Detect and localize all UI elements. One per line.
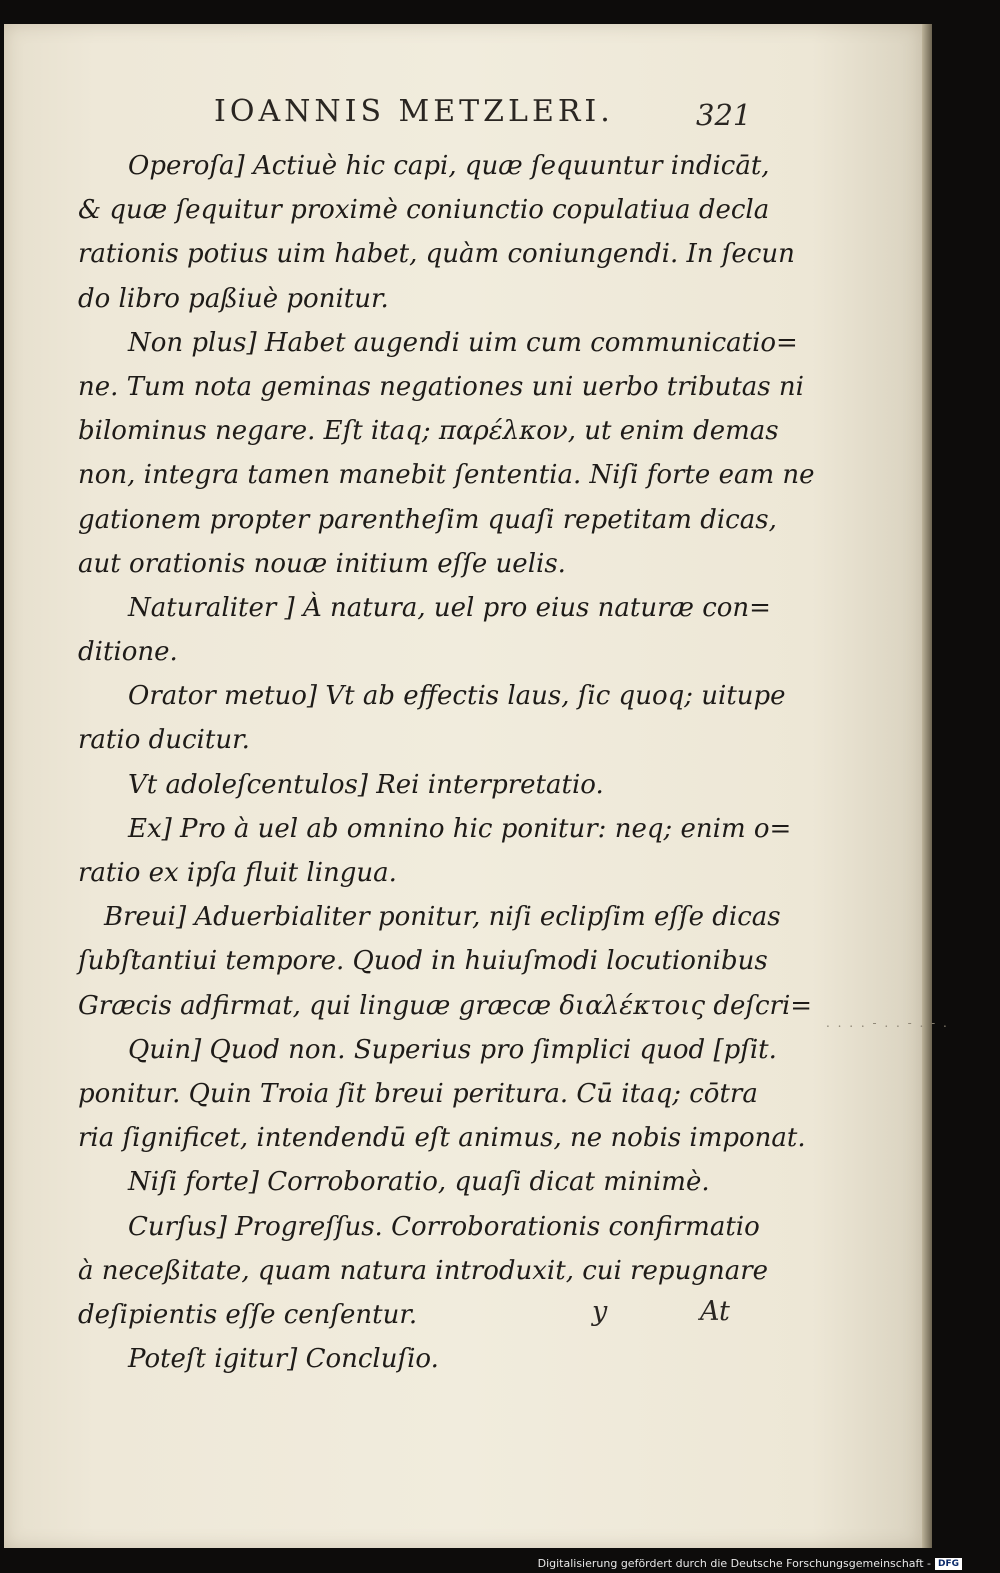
text-line: Orator metuo] Vt ab effectis laus, ſic quoq; uitupe	[128, 681, 786, 712]
text-line: Breui] Aduerbialiter ponitur, niſi eclipſim eſſe dicas	[104, 902, 781, 933]
text-line: à neceßitate, quam natura introduxit, cui repugnare	[78, 1255, 769, 1286]
text-line: rationis potius uim habet, quàm coniungendi. In ſecun	[78, 239, 795, 270]
text-line: bilominus negare. Eſt itaq; παρέλκον, ut enim demas	[78, 416, 779, 447]
margin-marks: . . . . - . . - . - .	[826, 1016, 949, 1030]
running-head: IOANNIS METZLERI.	[214, 94, 614, 129]
credit-text: Digitalisierung gefördert durch die Deutsche Forschungsgemeinschaft -	[537, 1557, 931, 1570]
text-line: Operoſa] Actiuè hic capi, quæ ſequuntur indicāt,	[128, 151, 770, 181]
text-line: ratio ducitur.	[78, 725, 250, 756]
text-line: Græcis adfirmat, qui linguæ græcæ διαλέκτοις deſcri=	[78, 990, 813, 1021]
text-line: ditione.	[78, 637, 178, 668]
catchword: At	[700, 1296, 730, 1327]
text-line: ne. Tum nota geminas negationes uni uerbo tributas ni	[78, 371, 804, 402]
text-line: deſipientis eſſe cenſentur.	[78, 1299, 418, 1330]
text-line: Poteſt igitur] Concluſio.	[128, 1344, 439, 1375]
text-line: gationem propter parentheſim quaſi repetitam dicas,	[78, 504, 777, 535]
text-line: Niſi forte] Corroboratio, quaſi dicat minimè.	[128, 1167, 710, 1198]
signature-mark: y	[592, 1296, 608, 1327]
page-number: 321	[696, 98, 752, 132]
dfg-logo: DFG	[935, 1558, 962, 1570]
page-edge	[922, 24, 932, 1548]
text-line: non, integra tamen manebit ſententia. Niſi forte eam ne	[78, 460, 815, 491]
text-line: Curſus] Progreſſus. Corroborationis confirmatio	[128, 1211, 760, 1242]
text-line: Naturaliter ] À natura, uel pro eius naturæ con=	[128, 592, 771, 623]
text-line: aut orationis nouæ initium eſſe uelis.	[78, 548, 566, 579]
text-body	[78, 144, 815, 1381]
text-line: ponitur. Quin Troia ſit breui peritura. Cū itaq; cōtra	[78, 1078, 758, 1109]
text-line: ria ſignificet, intendendū eſt animus, ne nobis imponat.	[78, 1123, 806, 1154]
text-line: do libro paßiuè ponitur.	[78, 283, 389, 314]
text-line: ratio ex ipſa fluit lingua.	[78, 858, 397, 888]
digitization-credit	[538, 1557, 962, 1570]
text-line: & quæ ſequitur proximè coniunctio copulatiua decla	[78, 195, 770, 226]
text-line: ſubſtantiui tempore. Quod in huiuſmodi locutionibus	[78, 946, 768, 977]
text-line: Ex] Pro à uel ab omnino hic ponitur: neq; enim o=	[128, 813, 792, 844]
text-line: Quin] Quod non. Superius pro ſimplici quod [pſit.	[128, 1034, 777, 1065]
text-line: Non plus] Habet augendi uim cum communicatio=	[128, 327, 798, 358]
text-line: Vt adoleſcentulos] Rei interpretatio.	[128, 769, 604, 800]
